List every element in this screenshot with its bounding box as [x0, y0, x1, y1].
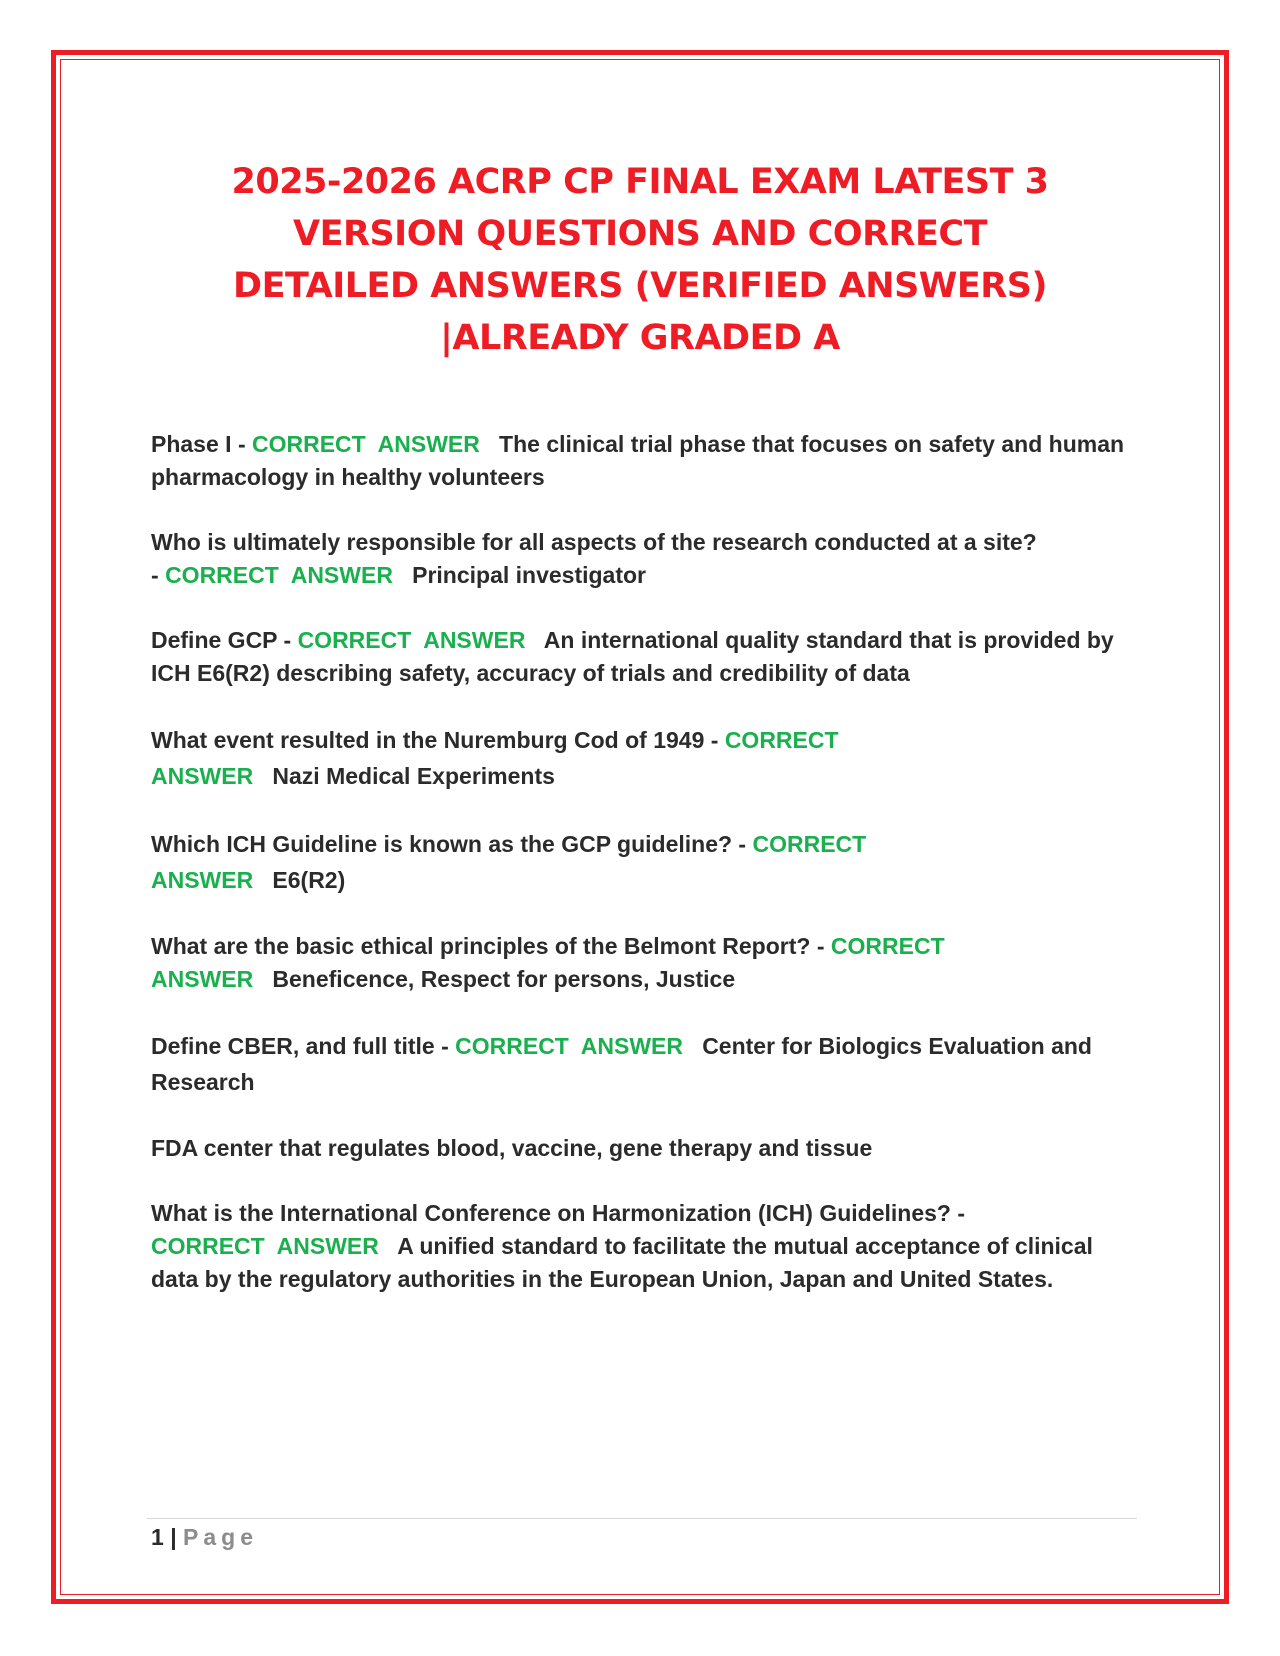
answer-text: Nazi Medical Experiments [272, 763, 555, 789]
qa-item-phase-1 [151, 428, 1141, 494]
title-line: |ALREADY GRADED A [440, 318, 840, 358]
correct-answer-label: CORRECT [752, 831, 867, 857]
correct-answer-label-cont: ANSWER [151, 966, 254, 992]
page-number: 1 [151, 1524, 164, 1550]
question-text: What are the basic ethical principles of the Belmont Report? [151, 933, 811, 959]
qa-item-ich-guidelines [151, 1197, 1141, 1296]
answer-text: A unified standard to facilitate the mutual acceptance of clinical data by the regulatory authorities in the European Union, Japan and United States. [151, 1233, 1093, 1292]
question-text: Define GCP [151, 627, 278, 653]
correct-answer-label: CORRECT [724, 727, 839, 753]
question-text: Phase I [151, 431, 232, 457]
correct-answer-label: CORRECT ANSWER [165, 562, 393, 588]
page-footer [151, 1524, 258, 1551]
correct-answer-label: CORRECT [830, 933, 945, 959]
footer-divider [147, 1518, 1137, 1519]
correct-answer-label: CORRECT ANSWER [455, 1033, 684, 1059]
answer-text: Center for Biologics Evaluation and Research [151, 1033, 1092, 1095]
qa-item-cber [151, 1028, 1141, 1100]
title-line: VERSION QUESTIONS AND CORRECT [293, 214, 987, 254]
separator: - [441, 1033, 449, 1059]
qa-item-nuremburg [151, 722, 1141, 794]
question-text: What is the International Conference on Harmonization (ICH) Guidelines? [151, 1200, 951, 1226]
separator: - [283, 627, 292, 653]
answer-text: An international quality standard that is provided by ICH E6(R2) describing safety, accuracy of trials and credibility of data [151, 627, 1114, 686]
correct-answer-label: CORRECT ANSWER [252, 431, 480, 457]
separator: - [957, 1200, 966, 1226]
qa-item-belmont [151, 930, 1141, 996]
question-text: What event resulted in the Nuremburg Cod of 1949 [151, 727, 705, 753]
qa-item-responsible [151, 526, 1141, 592]
answer-text: Principal investigator [412, 562, 647, 588]
separator: - [710, 727, 719, 753]
answer-text: Beneficence, Respect for persons, Justice [272, 966, 736, 992]
question-text: Who is ultimately responsible for all aspects of the research conducted at a site? [151, 529, 1037, 555]
note-text: FDA center that regulates blood, vaccine, gene therapy and tissue [151, 1135, 873, 1161]
qa-item-define-gcp [151, 624, 1141, 690]
separator: - [151, 562, 159, 588]
qa-item-fda-center-note [151, 1132, 1141, 1165]
separator: - [237, 431, 246, 457]
separator: - [816, 933, 825, 959]
page-word: Page [183, 1524, 258, 1550]
qa-list [151, 428, 1141, 1328]
footer-divider-bar: | [170, 1524, 177, 1550]
question-text: Define CBER, and full title [151, 1033, 435, 1059]
document-title [150, 156, 1130, 364]
separator: - [738, 831, 747, 857]
correct-answer-label-cont: ANSWER [151, 867, 254, 893]
correct-answer-label-cont: ANSWER [151, 763, 254, 789]
title-line: 2025-2026 ACRP CP FINAL EXAM LATEST 3 [231, 162, 1049, 202]
answer-text: E6(R2) [272, 867, 346, 893]
qa-item-ich-gcp [151, 826, 1141, 898]
question-text: Which ICH Guideline is known as the GCP guideline? [151, 831, 733, 857]
correct-answer-label: CORRECT ANSWER [297, 627, 526, 653]
correct-answer-label: CORRECT ANSWER [151, 1233, 379, 1259]
answer-text: The clinical trial phase that focuses on safety and human pharmacology in healthy volunteers [151, 431, 1125, 490]
title-line: DETAILED ANSWERS (VERIFIED ANSWERS) [233, 266, 1047, 306]
